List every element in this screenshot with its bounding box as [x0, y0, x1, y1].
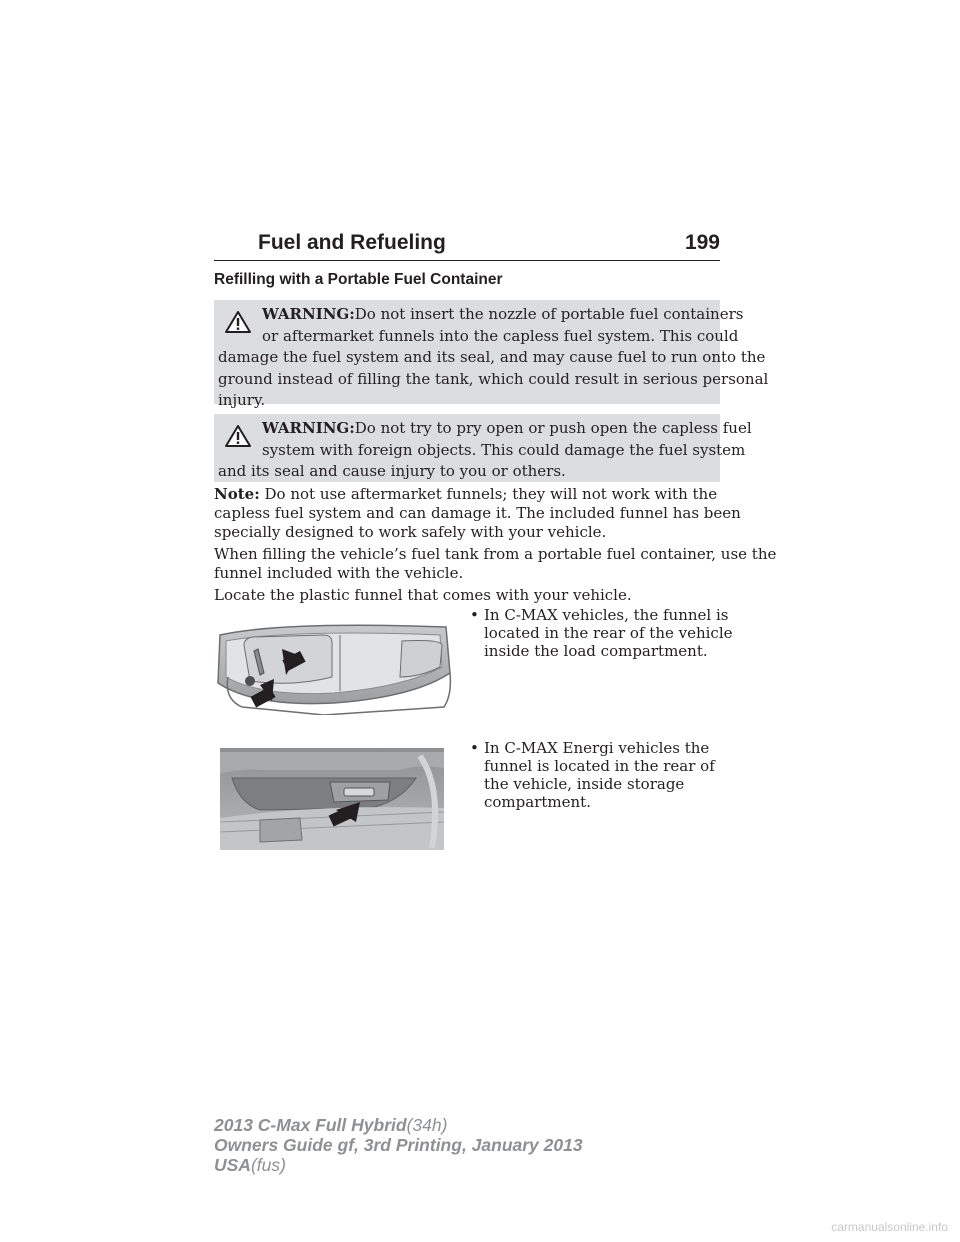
page-number: 199: [684, 231, 720, 254]
warning-line: injury.: [218, 391, 266, 409]
warning-line: [218, 304, 744, 326]
bullet-line: located in the rear of the vehicle: [484, 624, 733, 642]
note-paragraph: [214, 485, 741, 542]
warning-triangle-icon: [224, 310, 252, 334]
page-footer: [214, 1115, 583, 1175]
section-title: Refilling with a Portable Fuel Container: [214, 271, 503, 288]
footer-market-code: (fus): [250, 1155, 286, 1175]
storage-compartment-illustration: [220, 748, 444, 850]
warning-box-2: [214, 414, 752, 482]
warning-box-1: [214, 300, 769, 409]
warning-triangle-icon: [224, 424, 252, 448]
body-paragraph: [214, 545, 777, 583]
footer-market: USA: [214, 1155, 251, 1175]
bullet-line: In C-MAX vehicles, the funnel is: [484, 606, 729, 624]
footer-line-1: [214, 1115, 583, 1135]
body-line: When filling the vehicle’s fuel tank from a portable fuel container, use the: [214, 545, 777, 563]
chapter-title: Fuel and Refueling: [258, 231, 446, 254]
load-compartment-illustration: [214, 615, 454, 715]
body-paragraph: [214, 586, 724, 605]
warning-text: Do not insert the nozzle of portable fuel containers: [354, 305, 744, 323]
bullet-item-2: [470, 739, 730, 811]
footer-model: 2013 C-Max Full Hybrid: [214, 1115, 407, 1135]
warning-line: or aftermarket funnels into the capless fuel system. This could: [262, 326, 739, 345]
body-line: funnel included with the vehicle.: [214, 564, 464, 582]
page-header: [214, 230, 720, 261]
bullet-symbol: •: [470, 739, 479, 757]
bullet-line: In C-MAX Energi vehicles the: [484, 739, 710, 757]
bullet-line: inside the load compartment.: [484, 642, 708, 660]
warning-line: and its seal and cause injury to you or others.: [218, 462, 566, 480]
warning-line: [218, 418, 752, 440]
note-line: specially designed to work safely with your vehicle.: [214, 523, 607, 541]
warning-label: WARNING:: [262, 419, 355, 437]
warning-line: damage the fuel system and its seal, and may cause fuel to run onto the: [218, 348, 766, 366]
watermark: carmanualsonline.info: [831, 1220, 948, 1234]
note-line: capless fuel system and can damage it. The included funnel has been: [214, 504, 741, 522]
bullet-line: the vehicle, inside storage: [484, 775, 685, 793]
bullet-symbol: •: [470, 606, 479, 624]
bullet-line: compartment.: [484, 793, 591, 811]
bullet-line: funnel is located in the rear of: [484, 757, 715, 775]
footer-model-code: (34h): [406, 1115, 448, 1135]
warning-line: ground instead of filling the tank, which could result in serious personal: [218, 369, 769, 388]
body-line: Locate the plastic funnel that comes with your vehicle.: [214, 586, 632, 604]
warning-line: system with foreign objects. This could damage the fuel system: [262, 440, 746, 459]
bullet-item-1: [470, 606, 733, 660]
note-label: Note:: [214, 485, 260, 503]
warning-label: WARNING:: [262, 305, 355, 323]
warning-text: Do not try to pry open or push open the capless fuel: [354, 419, 752, 437]
footer-line-3: [214, 1155, 583, 1175]
footer-line-2: Owners Guide gf, 3rd Printing, January 2013: [214, 1135, 583, 1155]
note-line: [214, 485, 724, 504]
note-text: Do not use aftermarket funnels; they will not work with the: [264, 485, 718, 503]
